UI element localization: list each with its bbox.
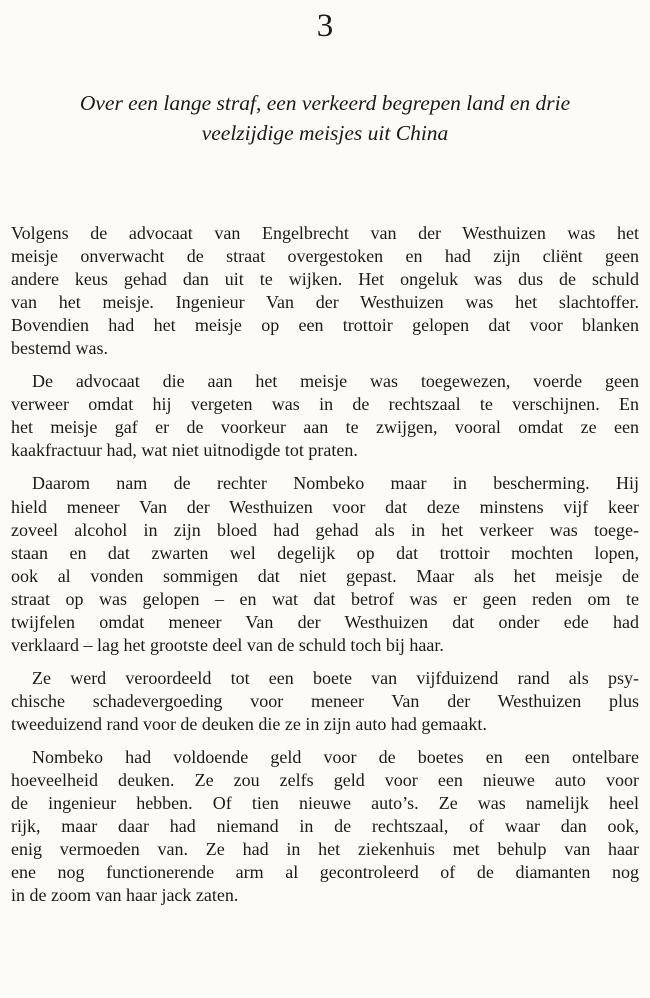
paragraph	[11, 746, 639, 907]
text-line: ook al vonden sommigen dat niet gepast. Maar als het meisje de	[11, 565, 639, 586]
paragraph	[11, 667, 639, 736]
text-line: andere keus gehad dan uit te wijken. Het ongeluk was dus de schuld	[11, 269, 639, 290]
text-line: bestemd was.	[11, 338, 108, 359]
text-line: de ingenieur hebben. Of tien nieuwe auto’s. Ze was namelijk heel	[11, 793, 639, 814]
chapter-title	[20, 88, 630, 148]
text-line: Volgens de advocaat van Engelbrecht van der Westhuizen was het	[11, 223, 639, 243]
text-line: Nombeko had voldoende geld voor de boetes en een ontelbare	[32, 746, 639, 767]
text-line: het meisje gaf er de voorkeur aan te zwijgen, vooral omdat ze een	[11, 417, 639, 438]
chapter-number: 3	[316, 8, 334, 44]
chapter-title-line: Over een lange straf, een verkeerd begrepen land en drie	[79, 91, 571, 115]
text-line: meisje onverwacht de straat overgestoken en had zijn cliënt geen	[11, 246, 639, 267]
text-line: tweeduizend rand voor de deuken die ze in zijn auto had gemaakt.	[11, 713, 487, 734]
text-line: chische schadevergoeding voor meneer Van der Westhuizen plus	[11, 690, 639, 711]
text-line: hield meneer Van der Westhuizen voor dat deze minstens vijf keer	[11, 496, 639, 517]
text-line: hoeveelheid deuken. Ze zou zelfs geld voor een nieuwe auto voor	[11, 770, 639, 791]
text-line: Ze werd veroordeeld tot een boete van vijfduizend rand als psy-	[32, 667, 639, 688]
text-line: rijk, maar daar had niemand in de rechtszaal, of waar dan ook,	[11, 816, 639, 837]
text-line: Daarom nam de rechter Nombeko maar in bescherming. Hij	[32, 473, 639, 494]
text-line: ene nog functionerende arm al gecontroleerd of de diamanten nog	[11, 862, 639, 883]
text-line: zoveel alcohol in zijn bloed had gehad als in het verkeer was toege-	[11, 519, 639, 540]
text-line: van het meisje. Ingenieur Van der Westhuizen was het slachtoffer.	[11, 292, 639, 313]
text-line: enig vermoeden van. Ze had in het ziekenhuis met behulp van haar	[11, 839, 639, 860]
text-line: verklaard – lag het grootste deel van de schuld toch bij haar.	[11, 634, 444, 655]
chapter-body	[11, 222, 639, 907]
paragraph	[11, 472, 639, 656]
text-line: twijfelen omdat meneer Van der Westhuizen dat onder ede had	[11, 611, 639, 632]
text-line: De advocaat die aan het meisje was toegewezen, voerde geen	[32, 371, 639, 392]
text-line: verweer omdat hij vergeten was in de rechtszaal te verschijnen. En	[11, 394, 639, 415]
text-line: Bovendien had het meisje op een trottoir gelopen dat voor blanken	[11, 315, 639, 336]
text-line: kaakfractuur had, wat niet uitnodigde tot praten.	[11, 440, 358, 461]
text-line: straat op was gelopen – en wat dat betrof was er geen reden om te	[11, 588, 639, 609]
chapter-title-line: veelzijdige meisjes uit China	[201, 121, 449, 145]
text-line: in de zoom van haar jack zaten.	[11, 885, 239, 906]
paragraph	[11, 222, 639, 360]
text-line: staan en dat zwarten wel degelijk op dat trottoir mochten lopen,	[11, 542, 639, 563]
paragraph	[11, 370, 639, 462]
